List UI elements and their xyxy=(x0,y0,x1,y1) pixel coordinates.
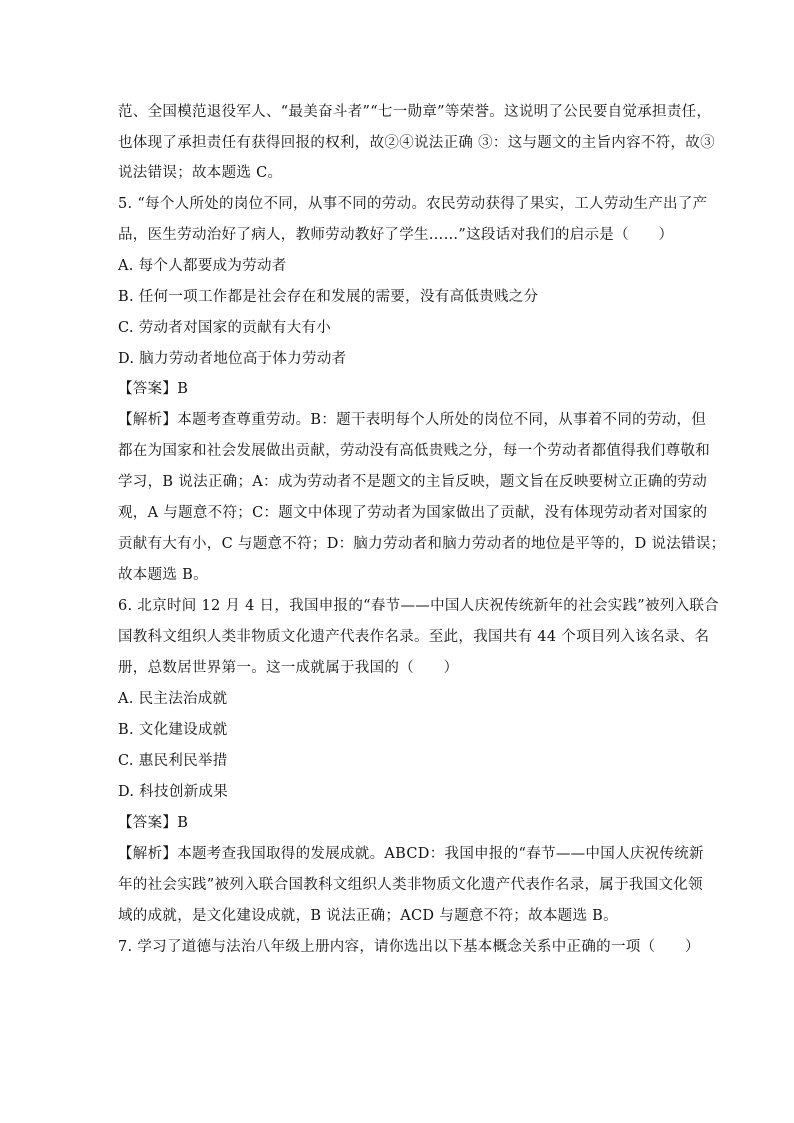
text-line: 也体现了承担责任有获得回报的权利，故②④说法正确 ③：这与题文的主旨内容不符，故③ xyxy=(118,135,715,151)
text-line: 国教科文组织人类非物质文化遗产代表作名录。至此，我国共有 44 个项目列入该名录、名 xyxy=(118,629,710,645)
option-b: B. 任何一项工作都是社会存在和发展的需要，没有高低贵贱之分 xyxy=(118,289,539,305)
text-line: 品，医生劳动治好了病人，教师劳动教好了学生……”这段话对我们的启示是（ ） xyxy=(118,227,674,243)
text-line: 贡献有大有小，C 与题意不符；D：脑力劳动者和脑力劳动者的地位是平等的，D 说法错误； xyxy=(118,536,726,552)
answer-label: 【答案】B xyxy=(118,381,189,397)
text-line: 观，A 与题意不符；C：题文中体现了劳动者为国家做出了贡献，没有体现劳动者对国家的 xyxy=(118,505,708,521)
option-a: A. 每个人都要成为劳动者 xyxy=(118,258,287,274)
answer-label: 【答案】B xyxy=(118,815,189,831)
text-line: 册，总数居世界第一。这一成就属于我国的（ ） xyxy=(118,660,459,676)
option-d: D. 脑力劳动者地位高于体力劳动者 xyxy=(118,351,347,367)
text-line: 说法错误；故本题选 C。 xyxy=(118,165,283,181)
option-a: A. 民主法治成就 xyxy=(118,691,228,707)
text-line: 故本题选 B。 xyxy=(118,567,208,583)
option-c: C. 惠民利民举措 xyxy=(118,753,228,769)
text-line: 年的社会实践”被列入联合国教科文组织人类非物质文化遗产代表作名录，属于我国文化领 xyxy=(118,877,703,893)
text-line: 都在为国家和社会发展做出贡献，劳动没有高低贵贱之分，每一个劳动者都值得我们尊敬和 xyxy=(118,443,710,459)
option-b: B. 文化建设成就 xyxy=(118,722,228,738)
analysis-text: 【解析】本题考查尊重劳动。B：题干表明每个人所处的岗位不同，从事着不同的劳动，但 xyxy=(118,412,707,428)
option-d: D. 科技创新成果 xyxy=(118,784,229,800)
question-7-stem: 7. 学习了道德与法治八年级上册内容，请你选出以下基本概念关系中正确的一项（ ） xyxy=(118,939,700,955)
text-line: 域的成就，是文化建设成就，B 说法正确；ACD 与题意不符；故本题选 B。 xyxy=(118,908,618,924)
text-line: 学习，B 说法正确；A：成为劳动者不是题文的主旨反映，题文旨在反映要树立正确的劳动 xyxy=(118,474,708,490)
question-6-stem: 6. 北京时间 12 月 4 日，我国申报的“春节——中国人庆祝传统新年的社会实践”被列入联合 xyxy=(118,598,719,614)
analysis-text: 【解析】本题考查我国取得的发展成就。ABCD：我国申报的“春节——中国人庆祝传统新 xyxy=(118,846,704,862)
question-5-stem: 5. “每个人所处的岗位不同，从事不同的劳动。农民劳动获得了果实，工人劳动生产出了产 xyxy=(118,196,708,212)
text-line: 范、全国模范退役军人、“最美奋斗者”“七一勋章”等荣誉。这说明了公民要自觉承担责任， xyxy=(118,104,712,120)
option-c: C. 劳动者对国家的贡献有大有小 xyxy=(118,320,332,336)
